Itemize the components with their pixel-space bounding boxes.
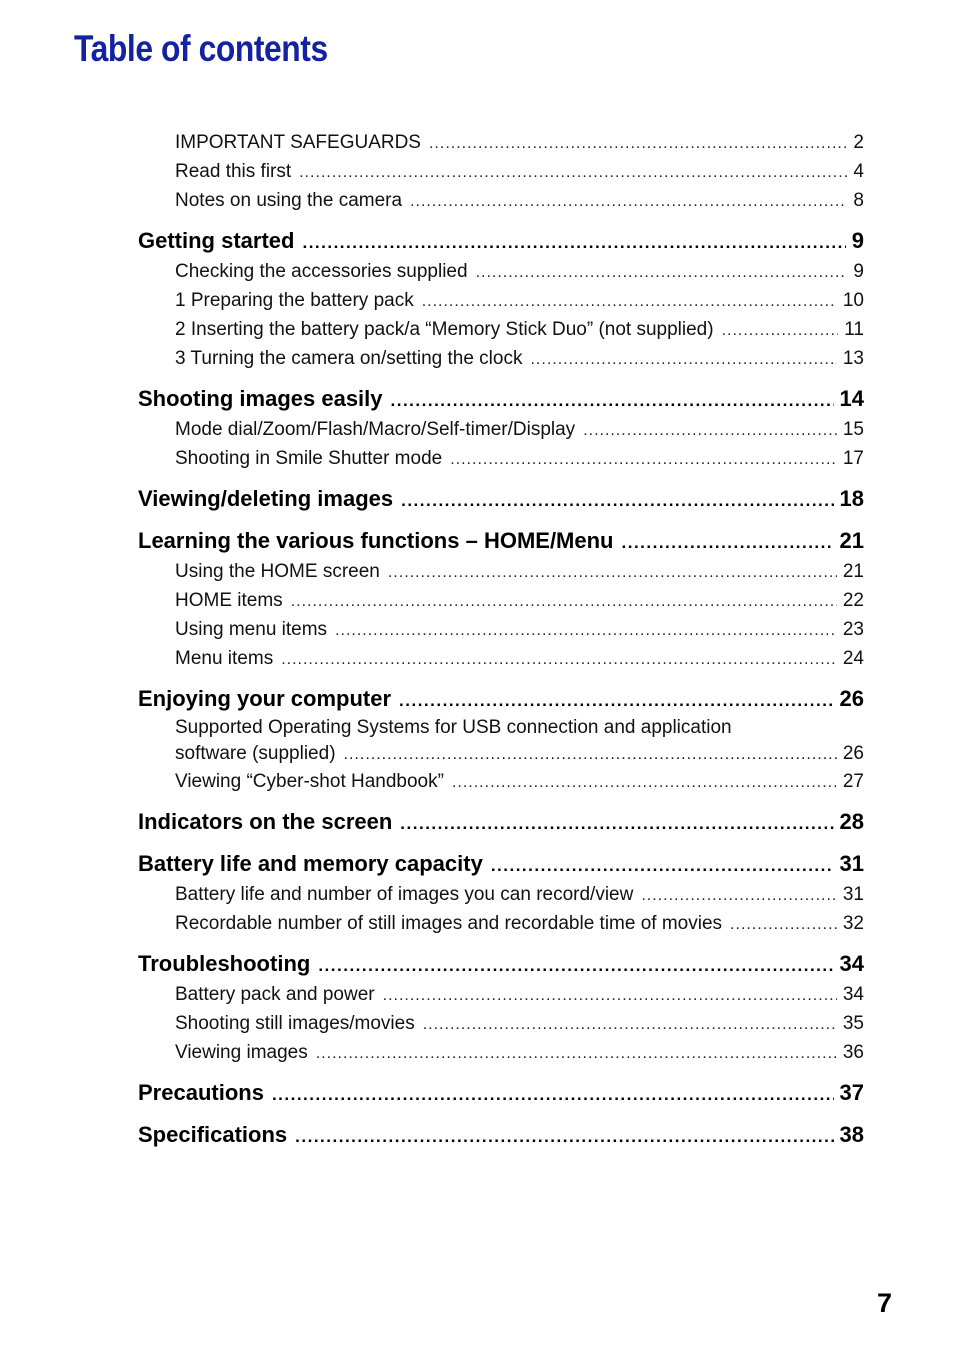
dot-leader bbox=[476, 258, 848, 286]
toc-entry[interactable] bbox=[138, 767, 864, 796]
dot-leader bbox=[388, 558, 837, 586]
dot-leader bbox=[423, 1010, 837, 1038]
toc-entry[interactable] bbox=[138, 586, 864, 615]
toc-entry-title: 2 Inserting the battery pack/a “Memory Stick Duo” (not supplied) bbox=[175, 319, 714, 340]
dot-leader bbox=[722, 316, 839, 344]
toc-entry-read-this-first[interactable] bbox=[138, 157, 864, 186]
toc-section-page: 18 bbox=[839, 486, 864, 511]
toc-entry[interactable] bbox=[138, 909, 864, 938]
dot-leader bbox=[383, 981, 837, 1009]
toc-entry-page: 27 bbox=[842, 771, 864, 792]
dot-leader bbox=[302, 227, 845, 257]
toc-entry-page: 2 bbox=[853, 132, 864, 153]
dot-leader bbox=[295, 1121, 833, 1151]
toc-entry-page: 11 bbox=[844, 319, 864, 340]
toc-section-precautions[interactable] bbox=[138, 1077, 864, 1109]
table-of-contents bbox=[138, 128, 864, 1151]
toc-entry-page: 4 bbox=[853, 161, 864, 182]
toc-section-page: 34 bbox=[839, 951, 864, 976]
toc-section-title: Learning the various functions – HOME/Menu bbox=[138, 528, 614, 553]
dot-leader bbox=[299, 158, 847, 186]
toc-entry-page: 13 bbox=[842, 348, 864, 369]
toc-section-title: Getting started bbox=[138, 228, 295, 253]
toc-entry-page: 23 bbox=[842, 619, 864, 640]
toc-section-title: Indicators on the screen bbox=[138, 809, 393, 834]
dot-leader bbox=[335, 616, 837, 644]
dot-leader bbox=[391, 385, 834, 415]
toc-entry[interactable] bbox=[138, 444, 864, 473]
dot-leader bbox=[730, 910, 837, 938]
page-title: Table of contents bbox=[74, 28, 328, 69]
toc-section-page: 38 bbox=[839, 1122, 864, 1147]
dot-leader bbox=[422, 287, 837, 315]
toc-entry-title: 1 Preparing the battery pack bbox=[175, 290, 414, 311]
toc-entry-title: HOME items bbox=[175, 590, 283, 611]
toc-entry-title: Battery pack and power bbox=[175, 984, 375, 1005]
toc-entry-page: 26 bbox=[842, 743, 864, 764]
toc-entry[interactable] bbox=[138, 257, 864, 286]
toc-entry-title: Shooting in Smile Shutter mode bbox=[175, 448, 443, 469]
dot-leader bbox=[281, 645, 837, 673]
toc-section-enjoying-computer[interactable] bbox=[138, 683, 864, 715]
toc-entry-page: 34 bbox=[842, 984, 864, 1005]
toc-entry[interactable] bbox=[138, 557, 864, 586]
toc-entry-title: 3 Turning the camera on/setting the clock bbox=[175, 348, 523, 369]
toc-section-title: Precautions bbox=[138, 1080, 264, 1105]
toc-entry-page: 31 bbox=[842, 884, 864, 905]
toc-section-specifications[interactable] bbox=[138, 1119, 864, 1151]
toc-entry-title: Using the HOME screen bbox=[175, 561, 380, 582]
toc-entry[interactable] bbox=[138, 980, 864, 1009]
toc-section-title: Viewing/deleting images bbox=[138, 486, 394, 511]
dot-leader bbox=[316, 1039, 837, 1067]
dot-leader bbox=[344, 742, 837, 767]
toc-entry-page: 24 bbox=[842, 648, 864, 669]
toc-section-title: Battery life and memory capacity bbox=[138, 851, 483, 876]
dot-leader bbox=[272, 1079, 834, 1109]
toc-entry[interactable] bbox=[138, 1038, 864, 1067]
dot-leader bbox=[399, 685, 833, 715]
page-number: 7 bbox=[876, 1288, 892, 1318]
toc-section-shooting-images-easily[interactable] bbox=[138, 383, 864, 415]
toc-entry[interactable] bbox=[138, 315, 864, 344]
toc-section-page: 14 bbox=[839, 386, 864, 411]
toc-section-troubleshooting[interactable] bbox=[138, 948, 864, 980]
dot-leader bbox=[491, 850, 834, 880]
toc-entry-page: 22 bbox=[842, 590, 864, 611]
toc-entry[interactable] bbox=[138, 415, 864, 444]
toc-section-indicators[interactable] bbox=[138, 806, 864, 838]
toc-entry-title: Mode dial/Zoom/Flash/Macro/Self-timer/Display bbox=[175, 419, 576, 440]
dot-leader bbox=[410, 187, 847, 215]
toc-entry-page: 32 bbox=[842, 913, 864, 934]
dot-leader bbox=[318, 950, 833, 980]
toc-section-title: Enjoying your computer bbox=[138, 686, 392, 711]
toc-entry[interactable] bbox=[138, 644, 864, 673]
toc-section-page: 37 bbox=[839, 1080, 864, 1105]
toc-entry-multiline[interactable] bbox=[138, 715, 864, 767]
toc-section-getting-started[interactable] bbox=[138, 225, 864, 257]
toc-entry[interactable] bbox=[138, 615, 864, 644]
toc-section-battery-life[interactable] bbox=[138, 848, 864, 880]
toc-entry-page: 36 bbox=[842, 1042, 864, 1063]
toc-section-title: Shooting images easily bbox=[138, 386, 383, 411]
dot-leader bbox=[641, 881, 837, 909]
toc-entry-title: Viewing images bbox=[175, 1042, 308, 1063]
toc-entry[interactable] bbox=[138, 344, 864, 373]
toc-entry-page: 8 bbox=[853, 190, 864, 211]
dot-leader bbox=[450, 445, 837, 473]
toc-entry-important-safeguards[interactable] bbox=[138, 128, 864, 157]
dot-leader bbox=[452, 768, 837, 796]
toc-section-title: Specifications bbox=[138, 1122, 288, 1147]
toc-entry-title: Shooting still images/movies bbox=[175, 1013, 415, 1034]
dot-leader bbox=[429, 129, 847, 157]
dot-leader bbox=[401, 485, 833, 515]
toc-entry[interactable] bbox=[138, 286, 864, 315]
toc-entry-page: 21 bbox=[842, 561, 864, 582]
dot-leader bbox=[291, 587, 837, 615]
toc-section-title: Troubleshooting bbox=[138, 951, 311, 976]
toc-entry-title: Recordable number of still images and recordable time of movies bbox=[175, 913, 723, 934]
toc-entry-page: 10 bbox=[842, 290, 864, 311]
toc-section-page: 28 bbox=[839, 809, 864, 834]
toc-entry[interactable] bbox=[138, 880, 864, 909]
dot-leader bbox=[530, 345, 836, 373]
dot-leader bbox=[622, 527, 834, 557]
toc-section-page: 26 bbox=[839, 686, 864, 711]
toc-entry-notes-on-using[interactable] bbox=[138, 186, 864, 215]
toc-entry-title-line2: software (supplied) bbox=[175, 743, 336, 764]
dot-leader bbox=[583, 416, 837, 444]
toc-section-learning-functions[interactable] bbox=[138, 525, 864, 557]
toc-section-viewing-deleting[interactable] bbox=[138, 483, 864, 515]
toc-entry-page: 9 bbox=[853, 261, 864, 282]
toc-entry-page: 35 bbox=[842, 1013, 864, 1034]
toc-entry-title-line1: Supported Operating Systems for USB connection and application bbox=[175, 717, 732, 738]
toc-entry-title: Battery life and number of images you can record/view bbox=[175, 884, 634, 905]
toc-entry-page: 15 bbox=[842, 419, 864, 440]
toc-entry-title: Checking the accessories supplied bbox=[175, 261, 468, 282]
toc-entry-page: 17 bbox=[842, 448, 864, 469]
toc-section-page: 31 bbox=[839, 851, 864, 876]
toc-entry-title: Using menu items bbox=[175, 619, 328, 640]
toc-section-page: 9 bbox=[851, 228, 864, 253]
toc-entry[interactable] bbox=[138, 1009, 864, 1038]
dot-leader bbox=[400, 808, 833, 838]
toc-entry-title: Read this first bbox=[175, 161, 292, 182]
toc-entry-title: Viewing “Cyber-shot Handbook” bbox=[175, 771, 444, 792]
toc-entry-title: Menu items bbox=[175, 648, 274, 669]
toc-entry-title: IMPORTANT SAFEGUARDS bbox=[175, 132, 421, 153]
toc-entry-title: Notes on using the camera bbox=[175, 190, 403, 211]
toc-section-page: 21 bbox=[839, 528, 864, 553]
